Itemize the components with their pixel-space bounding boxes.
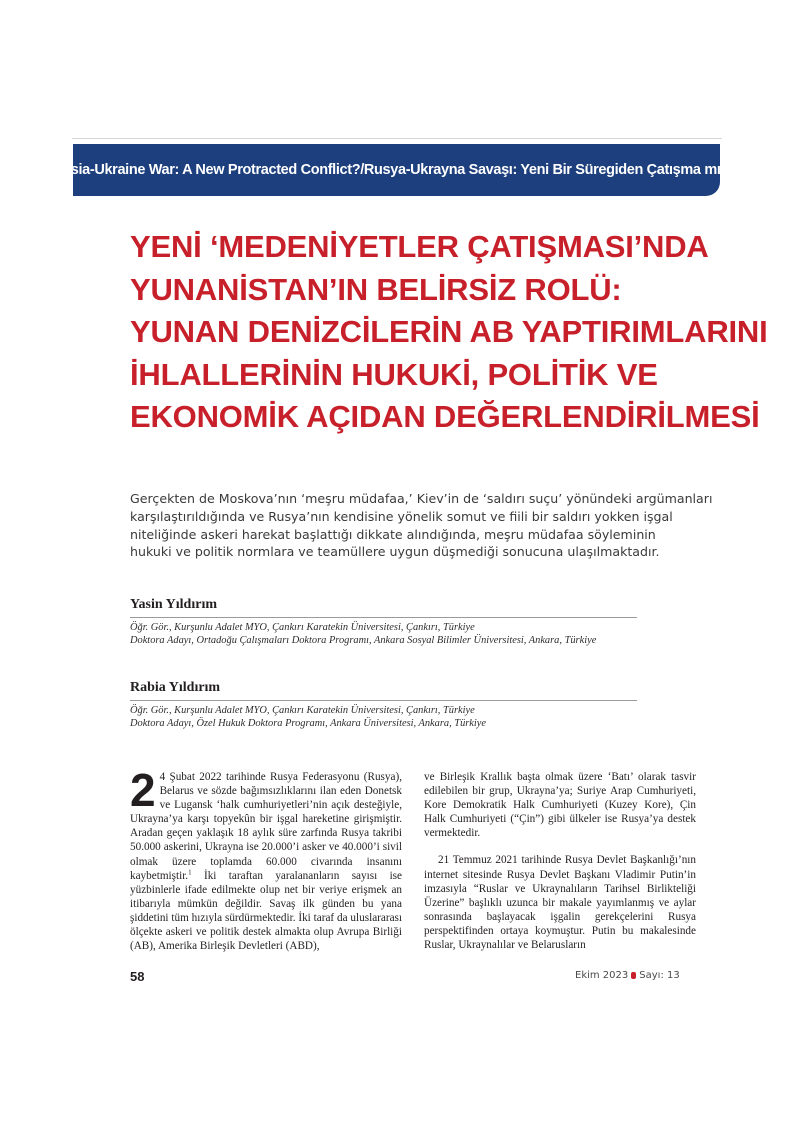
abstract-line: hukuki ve politik normlara ve teamüllere uygun düşmediği sonucuna ulaşılmaktadır.: [130, 544, 660, 560]
drop-cap: 2: [130, 764, 156, 816]
issue-info: [575, 970, 680, 981]
author-affiliations: [130, 704, 640, 730]
body-column-left: [130, 764, 402, 953]
title-line: İHLALLERİNİN HUKUKİ, POLİTİK VE: [130, 356, 658, 392]
title-line: YUNANİSTAN’IN BELİRSİZ ROLÜ:: [130, 271, 622, 307]
affiliation-line: Doktora Adayı, Ortadoğu Çalışmaları Doktora Programı, Ankara Sosyal Bilimler Üniversitesi, Ankara, Türkiye: [130, 635, 597, 647]
author-block: [130, 680, 640, 730]
affiliation-line: Öğr. Gör., Kurşunlu Adalet MYO, Çankırı Karatekin Üniversitesi, Çankırı, Türkiye: [130, 622, 475, 633]
separator-dot-icon: [631, 972, 636, 979]
title-line: EKONOMİK AÇIDAN DEĞERLENDİRİLMESİ: [130, 399, 760, 434]
section-banner: [44, 144, 749, 196]
author-name: Rabia Yıldırım: [130, 680, 637, 701]
abstract-line: karşılaştırıldığında ve Rusya’nın kendisine yönelik somut ve fiili bir saldırı yokken işgal: [130, 508, 673, 524]
affiliation-line: Doktora Adayı, Özel Hukuk Doktora Programı, Ankara Üniversitesi, Ankara, Türkiye: [130, 718, 487, 730]
top-rule: [72, 138, 722, 139]
title-line: YENİ ‘MEDENİYETLER ÇATIŞMASI’NDA: [130, 229, 709, 264]
body-paragraph: 21 Temmuz 2021 tarihinde Rusya Devlet Başkanlığı’nın internet sitesinde Rusya Devlet Başkanı Vladimir Putin’in imzasıyla “Ruslar ve Ukraynalıların Tarihsel Birlikteliği Üzerine” başlıklı uzunca bir makale yayımlanmış ve aylar sonrasında başlayacak işgalin gerekçelerini Rusya perspektifinden ortaya koymuştur. Putin bu makalesinde Ruslar, Ukraynalılar ve Belarusların: [424, 854, 696, 952]
body-text: İki taraftan yaralananların sayısı ise yüzbinlerle ifade edilmekte olup net bir veriye erişmek an itibarıyla mümkün değildir. Savaş ilk günden bu yana şiddetini tüm hızıyla sürdürmektedir. İki taraf da uluslararası ölçekte askeri ve politik destek almakta olup Avrupa Birliği (AB), Amerika Birleşik Devletleri (ABD),: [130, 869, 402, 953]
title-line: YUNAN DENİZCİLERİN AB YAPTIRIMLARINI: [130, 314, 768, 349]
body-paragraph: [130, 764, 402, 953]
abstract-line: niteliğinde askeri harekat başlattığı dikkate alındığında, meşru müdafaa söyleminin: [130, 526, 656, 542]
affiliation-line: Öğr. Gör., Kurşunlu Adalet MYO, Çankırı Karatekin Üniversitesi, Çankırı, Türkiye: [130, 705, 475, 716]
body-paragraph: ve Birleşik Krallık başta olmak üzere ‘Batı’ olarak tasvir edilebilen bir grup, Ukrayna’ya; Suriye Arap Cumhuriyeti, Kore Demokratik Halk Cumhuriyeti (Kuzey Kore), Çin Halk Cumhuriyeti (“Çin”) gibi ülkeler ise Rusya’ya destek vermektedir.: [424, 771, 696, 840]
author-block: [130, 597, 640, 647]
footnote-marker[interactable]: 1: [188, 867, 192, 876]
page-number: 58: [130, 969, 145, 984]
abstract-line: Gerçekten de Moskova’nın ‘meşru müdafaa,’ Kiev’in de ‘saldırı suçu’ yönündeki argümanları: [130, 491, 713, 506]
issue-date: Ekim 2023: [575, 970, 629, 981]
article-title: [130, 226, 768, 439]
body-text: 4 Şubat 2022 tarihinde Rusya Federasyonu (Rusya), Belarus ve sözde bağımsızlıklarını ilan eden Donetsk ve Lugansk ‘halk cumhuriyetleri’nin açık desteğiyle, Ukrayna’ya karşı topyekûn bir işgal hareketine girişmiştir. Aradan geçen yaklaşık 18 aylık süre zarfında Rusya takribi 50.000 askerini, Ukrayna ise 20.000’i asker ve 40.000’i sivil olmak üzere toplamda 60.000 civarında insanını kaybetmiştir.: [130, 771, 402, 882]
author-name: Yasin Yıldırım: [130, 597, 637, 618]
issue-number: Sayı: 13: [639, 970, 680, 981]
abstract: [130, 490, 713, 561]
banner-text: Russia-Ukraine War: A New Protracted Conflict?/Rusya-Ukrayna Savaşı: Yeni Bir Süregiden Çatışma mı? - 6: [44, 162, 749, 178]
body-column-right: [424, 770, 696, 952]
author-affiliations: [130, 621, 640, 647]
